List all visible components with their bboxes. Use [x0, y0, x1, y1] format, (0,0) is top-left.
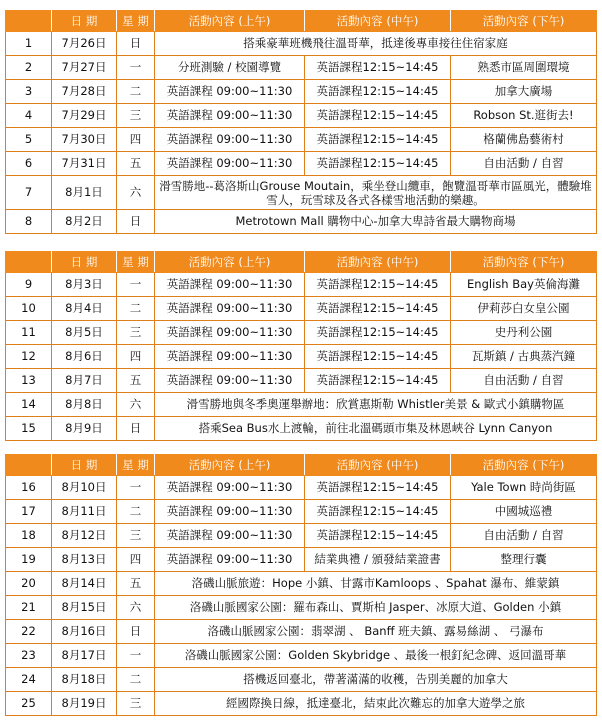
- schedule-row: [6, 176, 597, 210]
- activity-afternoon: Yale Town 時尚街區: [451, 476, 597, 500]
- row-weekday: 五: [117, 369, 155, 393]
- activity-afternoon: 加拿大廣場: [451, 80, 597, 104]
- row-number: 8: [6, 210, 52, 234]
- activity-noon: 英語課程12:15~14:45: [305, 297, 451, 321]
- row-number: 5: [6, 128, 52, 152]
- row-number: 19: [6, 548, 52, 572]
- activity-full-day: 搭乘Sea Bus水上渡輪，前往北溫碼頭市集及林恩峽谷 Lynn Canyon: [155, 417, 597, 441]
- row-number: 17: [6, 500, 52, 524]
- row-date: 8月11日: [52, 500, 117, 524]
- row-date: 8月6日: [52, 345, 117, 369]
- schedule-table-2: [5, 251, 597, 441]
- row-date: 8月18日: [52, 668, 117, 692]
- schedule-row: [6, 104, 597, 128]
- schedule-row: [6, 297, 597, 321]
- row-date: 8月8日: [52, 393, 117, 417]
- row-number: 24: [6, 668, 52, 692]
- schedule-table-3: [5, 454, 597, 716]
- activity-noon: 英語課程12:15~14:45: [305, 104, 451, 128]
- row-date: 8月7日: [52, 369, 117, 393]
- column-header: 活動內容 (上午): [155, 11, 305, 32]
- row-number: 13: [6, 369, 52, 393]
- activity-noon: 英語課程12:15~14:45: [305, 152, 451, 176]
- row-number: 22: [6, 620, 52, 644]
- row-number: 6: [6, 152, 52, 176]
- activity-morning: 英語課程 09:00~11:30: [155, 476, 305, 500]
- row-date: 8月9日: [52, 417, 117, 441]
- activity-afternoon: 熟悉市區周圍環境: [451, 56, 597, 80]
- row-weekday: 二: [117, 80, 155, 104]
- row-date: 8月15日: [52, 596, 117, 620]
- activity-noon: 英語課程12:15~14:45: [305, 476, 451, 500]
- header-row: [6, 11, 597, 32]
- row-date: 7月27日: [52, 56, 117, 80]
- schedule-row: [6, 500, 597, 524]
- schedule-row: [6, 548, 597, 572]
- row-date: 7月31日: [52, 152, 117, 176]
- row-date: 8月5日: [52, 321, 117, 345]
- column-header: [6, 11, 52, 32]
- column-header: 活動內容 (中午): [305, 11, 451, 32]
- column-header: 活動內容 (下午): [451, 252, 597, 273]
- activity-full-day: 經國際換日線，抵達臺北，結束此次難忘的加拿大遊學之旅: [155, 692, 597, 716]
- column-header: 活動內容 (上午): [155, 455, 305, 476]
- row-weekday: 日: [117, 210, 155, 234]
- activity-noon: 結業典禮 / 頒發結業證書: [305, 548, 451, 572]
- activity-morning: 英語課程 09:00~11:30: [155, 345, 305, 369]
- activity-morning: 英語課程 09:00~11:30: [155, 297, 305, 321]
- row-weekday: 六: [117, 176, 155, 210]
- activity-full-day: 洛磯山脈國家公園：羅布森山、賈斯柏 Jasper、冰原大道、Golden 小鎮: [155, 596, 597, 620]
- row-weekday: 日: [117, 620, 155, 644]
- row-weekday: 三: [117, 104, 155, 128]
- schedule-row: [6, 620, 597, 644]
- activity-afternoon: 整理行囊: [451, 548, 597, 572]
- row-weekday: 四: [117, 548, 155, 572]
- column-header: 活動內容 (中午): [305, 455, 451, 476]
- schedule-row: [6, 692, 597, 716]
- schedule-row: [6, 321, 597, 345]
- activity-full-day: 搭機返回臺北，帶著滿滿的收穫，告別美麗的加拿大: [155, 668, 597, 692]
- schedule-row: [6, 210, 597, 234]
- activity-afternoon: 格蘭佛島藝術村: [451, 128, 597, 152]
- activity-full-day: Metrotown Mall 購物中心-加拿大卑詩省最大購物商場: [155, 210, 597, 234]
- activity-morning: 分班測驗 / 校園導覽: [155, 56, 305, 80]
- row-number: 9: [6, 273, 52, 297]
- row-number: 4: [6, 104, 52, 128]
- row-weekday: 一: [117, 476, 155, 500]
- row-weekday: 四: [117, 345, 155, 369]
- row-date: 8月1日: [52, 176, 117, 210]
- activity-afternoon: 中國城巡禮: [451, 500, 597, 524]
- activity-morning: 英語課程 09:00~11:30: [155, 80, 305, 104]
- header-row: [6, 455, 597, 476]
- schedule-row: [6, 152, 597, 176]
- row-date: 8月12日: [52, 524, 117, 548]
- activity-morning: 英語課程 09:00~11:30: [155, 524, 305, 548]
- activity-noon: 英語課程12:15~14:45: [305, 80, 451, 104]
- activity-noon: 英語課程12:15~14:45: [305, 500, 451, 524]
- activity-full-day: 洛磯山脈國家公園：Golden Skybridge 、最後一根釘紀念碑、返回溫哥華: [155, 644, 597, 668]
- activity-afternoon: Robson St.逛街去!: [451, 104, 597, 128]
- row-weekday: 五: [117, 572, 155, 596]
- row-number: 7: [6, 176, 52, 210]
- row-number: 3: [6, 80, 52, 104]
- row-weekday: 六: [117, 393, 155, 417]
- row-number: 21: [6, 596, 52, 620]
- activity-afternoon: 瓦斯鎮 / 古典蒸汽鐘: [451, 345, 597, 369]
- activity-noon: 英語課程12:15~14:45: [305, 128, 451, 152]
- schedule-row: [6, 417, 597, 441]
- row-weekday: 二: [117, 297, 155, 321]
- column-header: 活動內容 (中午): [305, 252, 451, 273]
- row-date: 8月3日: [52, 273, 117, 297]
- schedule-row: [6, 345, 597, 369]
- schedule-row: [6, 393, 597, 417]
- row-date: 7月29日: [52, 104, 117, 128]
- row-date: 7月26日: [52, 32, 117, 56]
- row-weekday: 二: [117, 668, 155, 692]
- row-weekday: 三: [117, 321, 155, 345]
- row-number: 2: [6, 56, 52, 80]
- activity-morning: 英語課程 09:00~11:30: [155, 321, 305, 345]
- activity-noon: 英語課程12:15~14:45: [305, 56, 451, 80]
- schedule-row: [6, 572, 597, 596]
- row-number: 14: [6, 393, 52, 417]
- activity-full-day: 洛磯山脈旅遊：Hope 小鎮、甘露市Kamloops 、Spahat 瀑布、維蒙鎮: [155, 572, 597, 596]
- row-date: 8月17日: [52, 644, 117, 668]
- activity-noon: 英語課程12:15~14:45: [305, 369, 451, 393]
- column-header: 活動內容 (下午): [451, 455, 597, 476]
- row-number: 11: [6, 321, 52, 345]
- row-date: 8月14日: [52, 572, 117, 596]
- row-number: 18: [6, 524, 52, 548]
- column-header: [6, 455, 52, 476]
- row-weekday: 三: [117, 524, 155, 548]
- row-date: 8月13日: [52, 548, 117, 572]
- row-number: 23: [6, 644, 52, 668]
- row-weekday: 六: [117, 596, 155, 620]
- activity-afternoon: 自由活動 / 自習: [451, 369, 597, 393]
- row-weekday: 四: [117, 128, 155, 152]
- activity-morning: 英語課程 09:00~11:30: [155, 128, 305, 152]
- schedule-row: [6, 596, 597, 620]
- schedule-row: [6, 668, 597, 692]
- activity-afternoon: 伊莉莎白女皇公園: [451, 297, 597, 321]
- activity-morning: 英語課程 09:00~11:30: [155, 369, 305, 393]
- column-header: 活動內容 (上午): [155, 252, 305, 273]
- header-row: [6, 252, 597, 273]
- activity-noon: 英語課程12:15~14:45: [305, 345, 451, 369]
- row-number: 20: [6, 572, 52, 596]
- activity-full-day: 滑雪勝地--葛洛斯山Grouse Moutain，乘坐登山纜車，飽覽溫哥華市區風光，體驗堆雪人，玩雪球及各式各樣雪地活動的樂趣。: [155, 176, 597, 210]
- activity-full-day: 洛磯山脈國家公園：翡翠湖 、 Banff 班夫鎮、露易絲湖 、 弓瀑布: [155, 620, 597, 644]
- activity-noon: 英語課程12:15~14:45: [305, 321, 451, 345]
- activity-morning: 英語課程 09:00~11:30: [155, 548, 305, 572]
- column-header: [6, 252, 52, 273]
- activity-morning: 英語課程 09:00~11:30: [155, 104, 305, 128]
- row-number: 16: [6, 476, 52, 500]
- row-date: 8月16日: [52, 620, 117, 644]
- schedule-table-1: [5, 10, 597, 234]
- row-weekday: 二: [117, 500, 155, 524]
- column-header: 星 期: [117, 11, 155, 32]
- activity-full-day: 滑雪勝地與冬季奧運舉辦地：欣賞惠斯勒 Whistler美景 & 歐式小鎮購物區: [155, 393, 597, 417]
- activity-morning: 英語課程 09:00~11:30: [155, 152, 305, 176]
- schedule-row: [6, 369, 597, 393]
- row-number: 12: [6, 345, 52, 369]
- schedule-row: [6, 524, 597, 548]
- row-number: 25: [6, 692, 52, 716]
- schedule-row: [6, 56, 597, 80]
- row-weekday: 五: [117, 152, 155, 176]
- column-header: 星 期: [117, 252, 155, 273]
- schedule-row: [6, 644, 597, 668]
- activity-afternoon: English Bay英倫海灘: [451, 273, 597, 297]
- row-date: 8月10日: [52, 476, 117, 500]
- row-weekday: 一: [117, 273, 155, 297]
- row-weekday: 一: [117, 56, 155, 80]
- schedule-row: [6, 32, 597, 56]
- schedule-row: [6, 273, 597, 297]
- row-weekday: 一: [117, 644, 155, 668]
- schedule-row: [6, 128, 597, 152]
- column-header: 日 期: [52, 11, 117, 32]
- row-weekday: 日: [117, 417, 155, 441]
- schedule-row: [6, 476, 597, 500]
- activity-afternoon: 自由活動 / 自習: [451, 152, 597, 176]
- column-header: 星 期: [117, 455, 155, 476]
- column-header: 日 期: [52, 455, 117, 476]
- activity-noon: 英語課程12:15~14:45: [305, 273, 451, 297]
- activity-full-day: 搭乘豪華班機飛往溫哥華，抵達後專車接往住宿家庭: [155, 32, 597, 56]
- row-number: 15: [6, 417, 52, 441]
- activity-noon: 英語課程12:15~14:45: [305, 524, 451, 548]
- schedule-row: [6, 80, 597, 104]
- column-header: 活動內容 (下午): [451, 11, 597, 32]
- row-date: 7月28日: [52, 80, 117, 104]
- row-date: 8月4日: [52, 297, 117, 321]
- row-number: 1: [6, 32, 52, 56]
- activity-morning: 英語課程 09:00~11:30: [155, 500, 305, 524]
- row-weekday: 三: [117, 692, 155, 716]
- activity-morning: 英語課程 09:00~11:30: [155, 273, 305, 297]
- row-date: 8月19日: [52, 692, 117, 716]
- column-header: 日 期: [52, 252, 117, 273]
- activity-afternoon: 自由活動 / 自習: [451, 524, 597, 548]
- activity-afternoon: 史丹利公園: [451, 321, 597, 345]
- row-date: 7月30日: [52, 128, 117, 152]
- row-date: 8月2日: [52, 210, 117, 234]
- row-number: 10: [6, 297, 52, 321]
- row-weekday: 日: [117, 32, 155, 56]
